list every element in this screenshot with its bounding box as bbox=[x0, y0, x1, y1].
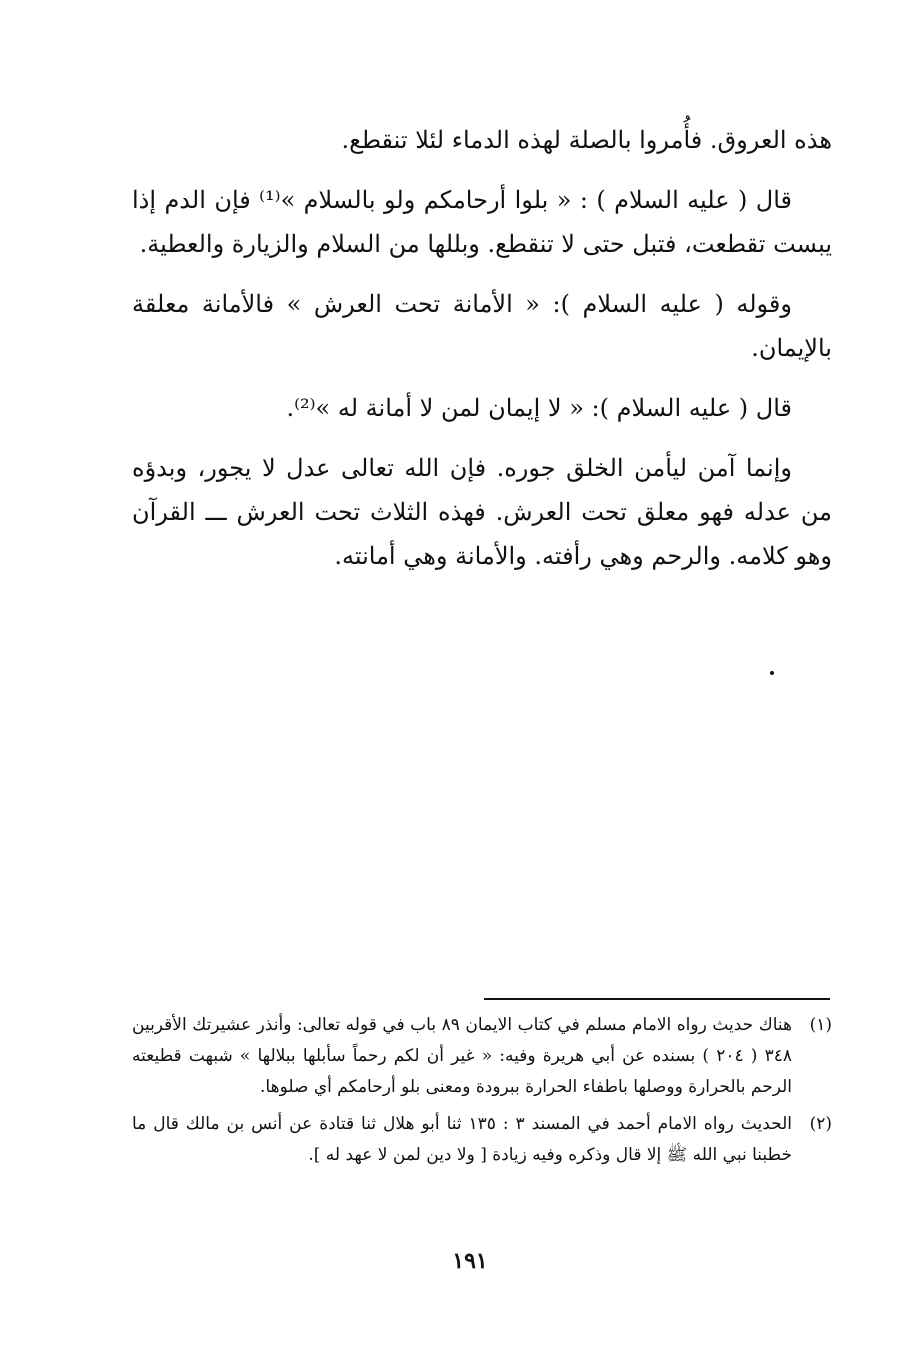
footnote-2 bbox=[132, 1109, 832, 1171]
footnote-1-marker: (١) bbox=[809, 1015, 832, 1035]
footnote-divider bbox=[484, 998, 830, 1000]
main-text-body bbox=[132, 118, 832, 594]
paragraph-2: قال ( عليه السلام ) : « بلوا أرحامكم ولو بالسلام »⁽¹⁾ فإن الدم إذا يبست تقطعت، فتبل حتى لا تنقطع. وبللها من السلام والزيارة والعطية. bbox=[132, 186, 832, 258]
footnote-1-text: هناك حديث رواه الامام مسلم في كتاب الايمان ٨٩ باب في قوله تعالى: وأنذر عشيرتك الأقربين ٣٤٨ ( ٢٠٤ ) بسنده عن أبي هريرة وفيه: « غير أن لكم رحماً سأبلها ببلالها » شبهت قطيعته الرحم بالحرارة ووصلها باطفاء الحرارة ببرودة ومعنى بلو أرحامكم أي صلوها. bbox=[132, 1015, 792, 1097]
paragraph-1: هذه العروق. فأُمروا بالصلة لهذه الدماء لئلا تنقطع. bbox=[341, 126, 832, 154]
page-number: ١٩١ bbox=[452, 1248, 488, 1274]
footnote-2-text: الحديث رواه الامام أحمد في المسند ٣ : ١٣٥ ثنا أبو هلال ثنا قتادة عن أنس بن مالك قال ما خطبنا نبي الله ﷺ إلا قال وذكره وفيه زيادة [ ولا دين لمن لا عهد له ]. bbox=[132, 1114, 792, 1165]
paragraph-5: وإنما آمن ليأمن الخلق جوره. فإن الله تعالى عدل لا يجور، وبدؤه من عدله فهو معلق تحت العرش. فهذه الثلاث تحت العرش ـــ القرآن وهو كلامه. والرحم وهي رأفته. والأمانة وهي أمانته. bbox=[132, 454, 832, 570]
paragraph-4: قال ( عليه السلام ): « لا إيمان لمن لا أمانة له »⁽²⁾. bbox=[286, 394, 792, 422]
paragraph-3: وقوله ( عليه السلام ): « الأمانة تحت العرش » فالأمانة معلقة بالإيمان. bbox=[132, 290, 832, 362]
footnotes-section bbox=[132, 1010, 832, 1177]
footnote-1 bbox=[132, 1010, 832, 1103]
footnote-2-marker: (٢) bbox=[809, 1114, 832, 1134]
stray-dot-mark bbox=[770, 671, 774, 675]
